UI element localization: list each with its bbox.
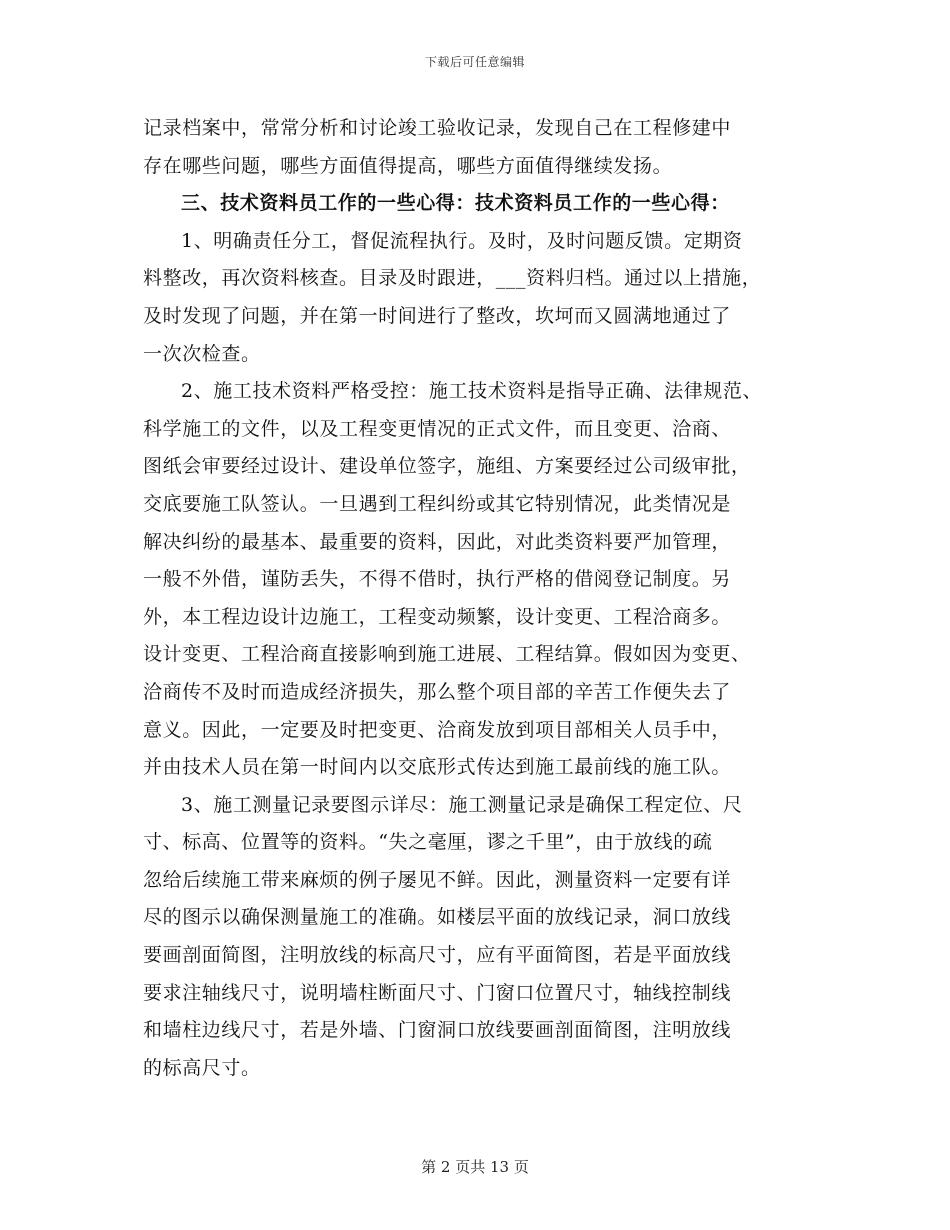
text-line: 图纸会审要经过设计、建设单位签字，施组、方案要经过公司级审批，: [143, 455, 751, 478]
text-line: 料整改，再次资料核查。目录及时跟进，___资料归档。通过以上措施，: [143, 267, 762, 290]
text-line: 存在哪些问题，哪些方面值得提高，哪些方面值得继续发扬。: [143, 154, 673, 177]
text-line: 要画剖面简图，注明放线的标高尺寸，应有平面简图，若是平面放线: [143, 944, 732, 967]
text-line: 2、施工技术资料严格受控：施工技术资料是指导正确、法律规范、: [181, 380, 763, 403]
page-number: 第 2 页共 13 页: [421, 1158, 529, 1176]
text-line: 并由技术人员在第一时间内以交底形式传达到施工最前线的施工队。: [143, 756, 732, 779]
text-line: 解决纠纷的最基本、最重要的资料，因此，对此类资料要严加管理，: [143, 530, 732, 553]
page-header-note: 下载后可任意编辑: [424, 55, 525, 69]
text-line: 和墙柱边线尺寸，若是外墙、门窗洞口放线要画剖面简图，注明放线: [143, 1019, 732, 1042]
text-line: 设计变更、工程洽商直接影响到施工进展、工程结算。假如因为变更、: [143, 643, 751, 666]
section-heading: 三、技术资料员工作的一些心得：技术资料员工作的一些心得：: [181, 192, 730, 215]
text-line: 3、施工测量记录要图示详尽：施工测量记录是确保工程定位、尺: [181, 793, 743, 816]
text-line: 科学施工的文件，以及工程变更情况的正式文件，而且变更、洽商、: [143, 417, 732, 440]
text-line: 的标高尺寸。: [143, 1056, 261, 1079]
text-line: 尽的图示以确保测量施工的准确。如楼层平面的放线记录，洞口放线: [143, 906, 732, 929]
document-body: [143, 110, 833, 1087]
text-line: 外，本工程边设计边施工，工程变动频繁，设计变更、工程洽商多。: [143, 605, 732, 628]
text-line: 意义。因此，一定要及时把变更、洽商发放到项目部相关人员手中，: [143, 718, 732, 741]
text-line: 记录档案中，常常分析和讨论竣工验收记录，发现自己在工程修建中: [143, 117, 732, 139]
text-line: 要求注轴线尺寸，说明墙柱断面尺寸、门窗口位置尺寸，轴线控制线: [143, 981, 732, 1004]
text-line: 及时发现了问题，并在第一时间进行了整改，坎坷而又圆满地通过了: [143, 304, 732, 327]
text-line: 一次次检查。: [143, 342, 261, 365]
text-line: 交底要施工队签认。一旦遇到工程纠纷或其它特别情况，此类情况是: [143, 492, 732, 515]
text-line: 洽商传不及时而造成经济损失，那么整个项目部的辛苦工作便失去了: [143, 680, 732, 703]
text-line: 寸、标高、位置等的资料。“失之毫厘，谬之千里”，由于放线的疏: [143, 831, 713, 854]
text-line: 1、明确责任分工，督促流程执行。及时，及时问题反馈。定期资: [181, 229, 743, 252]
text-line: 忽给后续施工带来麻烦的例子屡见不鲜。因此，测量资料一定要有详: [143, 868, 732, 891]
text-line: 一般不外借，谨防丢失，不得不借时，执行严格的借阅登记制度。另: [143, 568, 732, 591]
